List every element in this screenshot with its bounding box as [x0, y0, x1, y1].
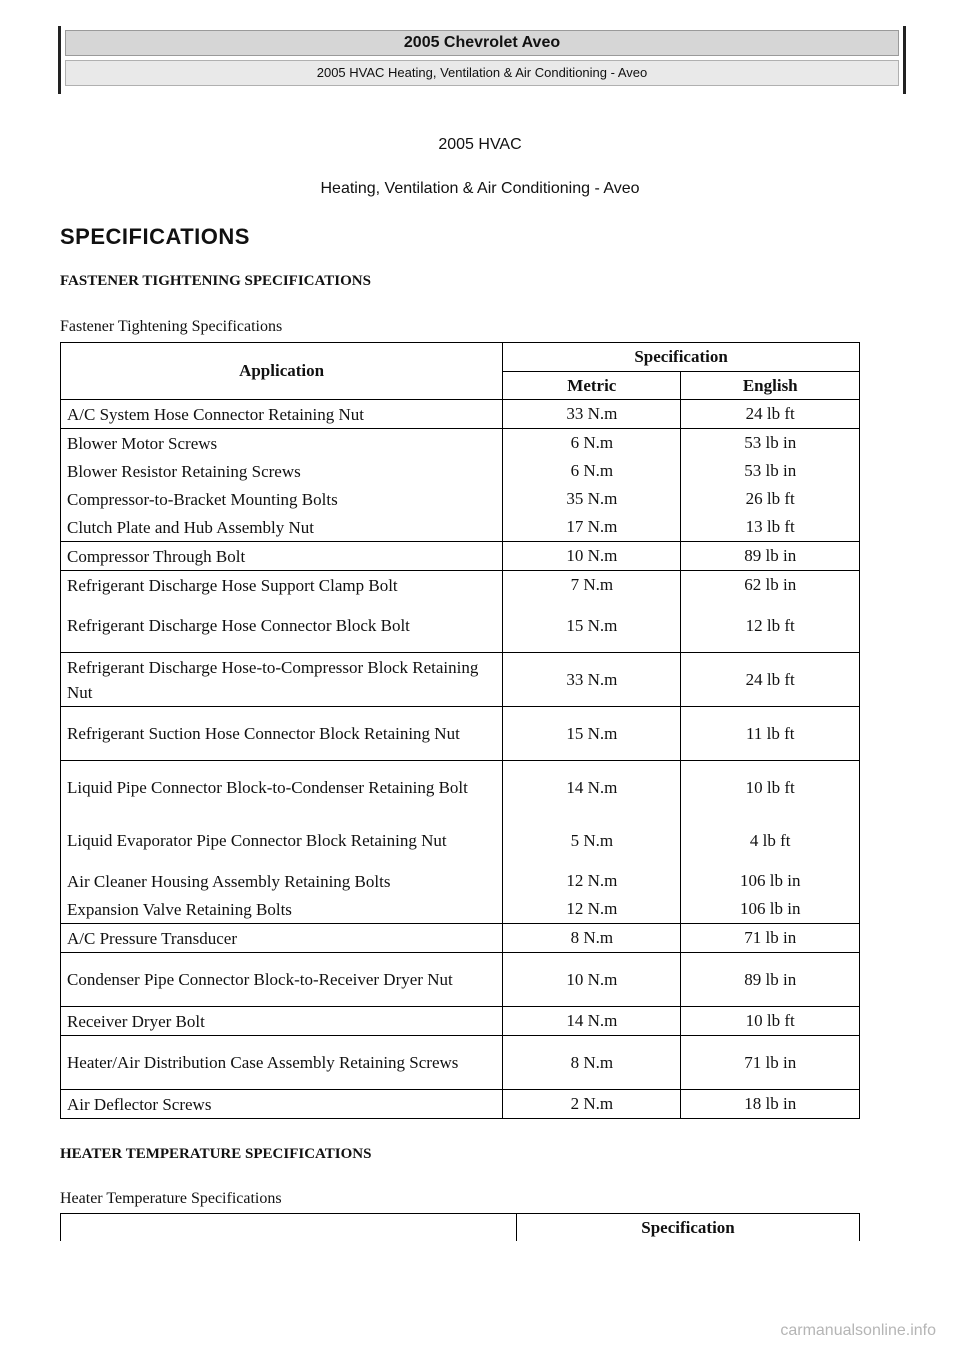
cell-metric: 35 N.m: [503, 485, 681, 513]
cell-application: Clutch Plate and Hub Assembly Nut: [61, 513, 503, 542]
table-row: [61, 895, 860, 924]
cell-metric: 33 N.m: [503, 400, 681, 429]
table-row: [61, 599, 860, 653]
cell-metric: 5 N.m: [503, 814, 681, 867]
cell-metric: 33 N.m: [503, 653, 681, 707]
col-specification: Specification: [503, 343, 860, 372]
table-row: [61, 761, 860, 815]
document-subtitle: Heating, Ventilation & Air Conditioning - Aveo: [320, 180, 640, 197]
cell-english: 10 lb ft: [681, 761, 860, 815]
cell-english: 106 lb in: [681, 867, 860, 895]
table-row: [61, 513, 860, 542]
cell-english: 4 lb ft: [681, 814, 860, 867]
col-english: English: [681, 372, 860, 400]
cell-application: Refrigerant Suction Hose Connector Block Retaining Nut: [61, 707, 503, 761]
cell-application: Liquid Pipe Connector Block-to-Condenser Retaining Bolt: [61, 761, 503, 815]
cell-application: A/C Pressure Transducer: [61, 924, 503, 953]
cell-metric: 15 N.m: [503, 707, 681, 761]
table-row: [61, 1090, 860, 1119]
cell-metric: 2 N.m: [503, 1090, 681, 1119]
heater-heading: HEATER TEMPERATURE SPECIFICATIONS: [60, 1146, 372, 1162]
cell-english: 71 lb in: [681, 924, 860, 953]
cell-application: Compressor-to-Bracket Mounting Bolts: [61, 485, 503, 513]
table-row: [61, 542, 860, 571]
fastener-spec-table: [60, 342, 860, 1119]
cell-application: Expansion Valve Retaining Bolts: [61, 895, 503, 924]
cell-application: Liquid Evaporator Pipe Connector Block Retaining Nut: [61, 814, 503, 867]
cell-metric: 12 N.m: [503, 895, 681, 924]
cell-english: 11 lb ft: [681, 707, 860, 761]
table-row: [61, 400, 860, 429]
table-row: [61, 953, 860, 1007]
cell-application: Refrigerant Discharge Hose-to-Compressor Block Retaining Nut: [61, 653, 503, 707]
cell-metric: 8 N.m: [503, 1036, 681, 1090]
col-specification: Specification: [517, 1214, 860, 1242]
cell-application: Refrigerant Discharge Hose Support Clamp Bolt: [61, 571, 503, 600]
cell-application: Compressor Through Bolt: [61, 542, 503, 571]
cell-english: 89 lb in: [681, 542, 860, 571]
table-row: [61, 707, 860, 761]
cell-application: Air Cleaner Housing Assembly Retaining Bolts: [61, 867, 503, 895]
cell-metric: 17 N.m: [503, 513, 681, 542]
cell-english: 71 lb in: [681, 1036, 860, 1090]
cell-english: 18 lb in: [681, 1090, 860, 1119]
table-row: [61, 924, 860, 953]
cell-application: Refrigerant Discharge Hose Connector Block Bolt: [61, 599, 503, 653]
table-row: [61, 814, 860, 867]
cell-metric: 12 N.m: [503, 867, 681, 895]
col-application-empty: [61, 1214, 517, 1242]
table-row: [61, 457, 860, 485]
cell-english: 62 lb in: [681, 571, 860, 600]
table-row: [61, 1036, 860, 1090]
cell-application: Condenser Pipe Connector Block-to-Receiver Dryer Nut: [61, 953, 503, 1007]
table-row: [61, 653, 860, 707]
cell-english: 106 lb in: [681, 895, 860, 924]
table-row: [61, 867, 860, 895]
watermark: carmanualsonline.info: [780, 1322, 936, 1339]
header-title: 2005 Chevrolet Aveo: [65, 30, 899, 56]
document-title: 2005 HVAC: [438, 136, 522, 153]
cell-english: 26 lb ft: [681, 485, 860, 513]
page-header: [58, 26, 906, 94]
cell-application: Blower Resistor Retaining Screws: [61, 457, 503, 485]
fastener-table-caption: Fastener Tightening Specifications: [60, 318, 283, 335]
cell-metric: 14 N.m: [503, 1007, 681, 1036]
table-row: [61, 571, 860, 600]
cell-english: 89 lb in: [681, 953, 860, 1007]
cell-metric: 10 N.m: [503, 953, 681, 1007]
heater-spec-table: [60, 1213, 860, 1241]
cell-metric: 7 N.m: [503, 571, 681, 600]
cell-english: 24 lb ft: [681, 400, 860, 429]
cell-metric: 6 N.m: [503, 457, 681, 485]
col-application: Application: [61, 343, 503, 400]
cell-application: A/C System Hose Connector Retaining Nut: [61, 400, 503, 429]
table-row: [61, 429, 860, 458]
cell-english: 53 lb in: [681, 457, 860, 485]
cell-application: Heater/Air Distribution Case Assembly Retaining Screws: [61, 1036, 503, 1090]
table-row: [61, 485, 860, 513]
heater-table-caption: Heater Temperature Specifications: [60, 1190, 282, 1207]
cell-metric: 6 N.m: [503, 429, 681, 458]
header-subtitle: 2005 HVAC Heating, Ventilation & Air Conditioning - Aveo: [65, 60, 899, 86]
cell-english: 10 lb ft: [681, 1007, 860, 1036]
cell-application: Air Deflector Screws: [61, 1090, 503, 1119]
cell-application: Blower Motor Screws: [61, 429, 503, 458]
cell-english: 12 lb ft: [681, 599, 860, 653]
cell-english: 53 lb in: [681, 429, 860, 458]
table-row: [61, 1007, 860, 1036]
section-heading: SPECIFICATIONS: [60, 224, 250, 249]
col-metric: Metric: [503, 372, 681, 400]
cell-english: 24 lb ft: [681, 653, 860, 707]
cell-metric: 10 N.m: [503, 542, 681, 571]
cell-english: 13 lb ft: [681, 513, 860, 542]
cell-application: Receiver Dryer Bolt: [61, 1007, 503, 1036]
cell-metric: 15 N.m: [503, 599, 681, 653]
cell-metric: 8 N.m: [503, 924, 681, 953]
fastener-heading: FASTENER TIGHTENING SPECIFICATIONS: [60, 273, 371, 289]
cell-metric: 14 N.m: [503, 761, 681, 815]
